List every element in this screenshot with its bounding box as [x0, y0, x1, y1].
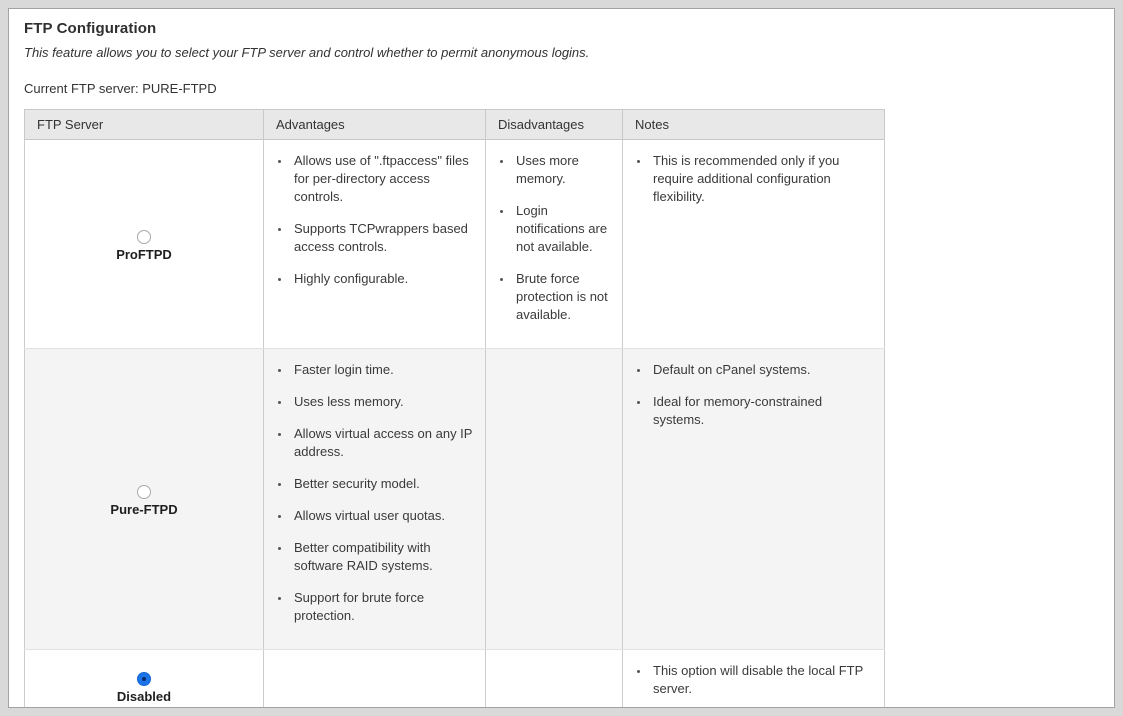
ftp-server-table: [24, 109, 885, 708]
disadvantages-cell-pure-ftpd: [486, 349, 623, 650]
advantage-item: • Better security model.: [291, 475, 475, 493]
notes-list-disabled: [633, 662, 874, 698]
table-row-pure-ftpd: [25, 349, 885, 650]
advantage-item: • Allows use of ".ftpaccess" files for per-directory access controls.: [291, 152, 475, 206]
advantage-item: • Uses less memory.: [291, 393, 475, 411]
server-cell-proftpd: [25, 140, 264, 349]
table-row-disabled: [25, 650, 885, 709]
server-label-proftpd: ProFTPD: [116, 246, 172, 262]
note-item: • This option will disable the local FTP server.: [650, 662, 874, 698]
server-label-disabled: Disabled: [116, 688, 172, 704]
advantages-list-proftpd: [274, 152, 475, 288]
note-item: • Default on cPanel systems.: [650, 361, 874, 379]
table-row-proftpd: [25, 140, 885, 349]
notes-cell-pure-ftpd: [623, 349, 885, 650]
column-header-notes: Notes: [623, 110, 885, 140]
column-header-advantages: Advantages: [264, 110, 486, 140]
radio-pure-ftpd[interactable]: [137, 485, 151, 499]
page-subtitle: This feature allows you to select your FTP server and control whether to permit anonymous logins.: [24, 45, 590, 60]
server-cell-pure-ftpd: [25, 349, 264, 650]
advantages-cell-proftpd: [264, 140, 486, 349]
notes-list-proftpd: [633, 152, 874, 206]
notes-cell-disabled: [623, 650, 885, 709]
advantages-cell-pure-ftpd: [264, 349, 486, 650]
column-header-disadvantages: Disadvantages: [486, 110, 623, 140]
column-header-ftp-server: FTP Server: [25, 110, 264, 140]
advantage-item: • Highly configurable.: [291, 270, 475, 288]
advantage-item: • Allows virtual user quotas.: [291, 507, 475, 525]
advantage-item: • Support for brute force protection.: [291, 589, 475, 625]
disadvantage-item: • Brute force protection is not available.: [513, 270, 612, 324]
notes-list-pure-ftpd: [633, 361, 874, 429]
note-item: • Ideal for memory-constrained systems.: [650, 393, 874, 429]
disadvantages-list-proftpd: [496, 152, 612, 324]
disadvantages-cell-proftpd: [486, 140, 623, 349]
ftp-configuration-panel: [8, 8, 1115, 708]
disadvantage-item: • Login notifications are not available.: [513, 202, 612, 256]
server-cell-disabled: [25, 650, 264, 709]
current-ftp-server-text: Current FTP server: PURE-FTPD: [24, 81, 217, 96]
notes-cell-proftpd: [623, 140, 885, 349]
table-header-row: [25, 110, 885, 140]
radio-proftpd[interactable]: [137, 230, 151, 244]
server-label-pure-ftpd: Pure-FTPD: [110, 501, 178, 517]
advantages-cell-disabled: [264, 650, 486, 709]
radio-disabled[interactable]: [137, 672, 151, 686]
disadvantage-item: • Uses more memory.: [513, 152, 612, 188]
advantage-item: • Allows virtual access on any IP address.: [291, 425, 475, 461]
advantage-item: • Faster login time.: [291, 361, 475, 379]
disadvantages-cell-disabled: [486, 650, 623, 709]
advantages-list-pure-ftpd: [274, 361, 475, 625]
page-title: FTP Configuration: [24, 20, 157, 37]
advantage-item: • Supports TCPwrappers based access controls.: [291, 220, 475, 256]
advantage-item: • Better compatibility with software RAID systems.: [291, 539, 475, 575]
note-item: • This is recommended only if you require additional configuration flexibility.: [650, 152, 874, 206]
